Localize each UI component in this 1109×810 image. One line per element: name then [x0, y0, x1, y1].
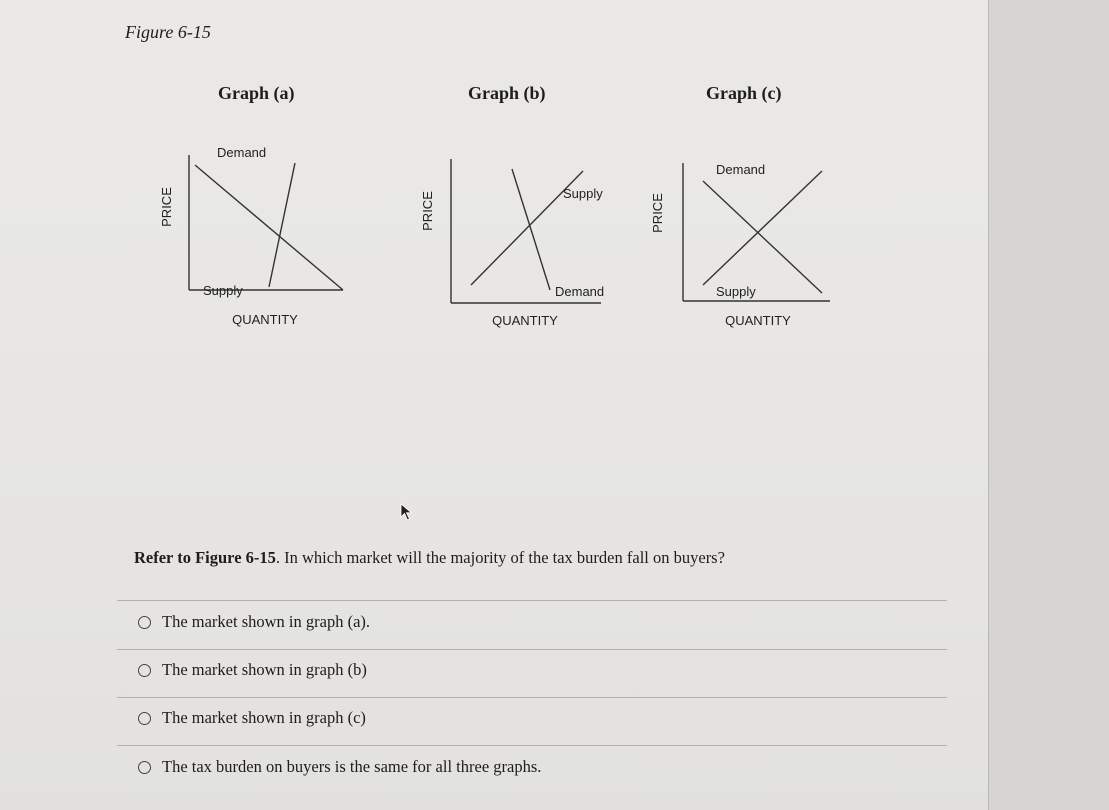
graph-b-title: Graph (b)	[468, 83, 546, 103]
graph-c	[640, 135, 855, 335]
figure-title: Figure 6-15	[125, 22, 211, 42]
graph-b-demand-line	[512, 169, 550, 290]
question-figure-ref: Refer to Figure 6-15	[134, 548, 276, 567]
radio-button[interactable]	[138, 616, 151, 629]
graph-c-demand-line	[703, 181, 822, 293]
graph-b-xlabel: QUANTITY	[492, 313, 558, 328]
graph-b-supply-label: Supply	[563, 186, 603, 201]
radio-button[interactable]	[138, 761, 151, 774]
graph-c-supply-label: Supply	[716, 284, 756, 299]
radio-button[interactable]	[138, 712, 151, 725]
radio-button[interactable]	[138, 664, 151, 677]
graph-a-demand-label: Demand	[217, 145, 267, 160]
option-label: The tax burden on buyers is the same for all three graphs.	[162, 757, 542, 776]
graph-a-demand-line	[269, 163, 295, 287]
graph-b-demand-label: Demand	[555, 284, 605, 299]
graph-c-ylabel: PRICE	[650, 193, 665, 233]
option-label: The market shown in graph (a).	[162, 612, 371, 631]
graph-a-supply-label: Supply	[203, 283, 243, 298]
option-label: The market shown in graph (c)	[162, 708, 366, 727]
graph-c-supply-line	[703, 171, 822, 285]
divider	[117, 649, 947, 650]
option-label: The market shown in graph (b)	[162, 660, 367, 679]
graph-a-xlabel: QUANTITY	[232, 312, 298, 327]
graph-c-title: Graph (c)	[706, 83, 782, 103]
question-body: . In which market will the majority of the tax burden fall on buyers?	[275, 548, 725, 567]
divider	[117, 745, 947, 746]
graph-a-supply-line	[195, 165, 343, 290]
mouse-pointer-icon	[400, 503, 414, 521]
answer-option-c[interactable]	[138, 708, 366, 728]
answer-option-a[interactable]	[138, 612, 370, 632]
graph-c-demand-label: Demand	[716, 162, 766, 177]
answer-option-d[interactable]	[138, 757, 541, 777]
graph-c-xlabel: QUANTITY	[725, 313, 791, 328]
divider	[117, 600, 947, 601]
graph-b	[405, 135, 620, 335]
question-text	[134, 548, 725, 568]
divider	[117, 697, 947, 698]
graph-a	[145, 135, 360, 335]
graph-b-ylabel: PRICE	[420, 191, 435, 231]
graph-a-title: Graph (a)	[218, 83, 295, 103]
graph-a-ylabel: PRICE	[159, 187, 174, 227]
answer-option-b[interactable]	[138, 660, 367, 680]
